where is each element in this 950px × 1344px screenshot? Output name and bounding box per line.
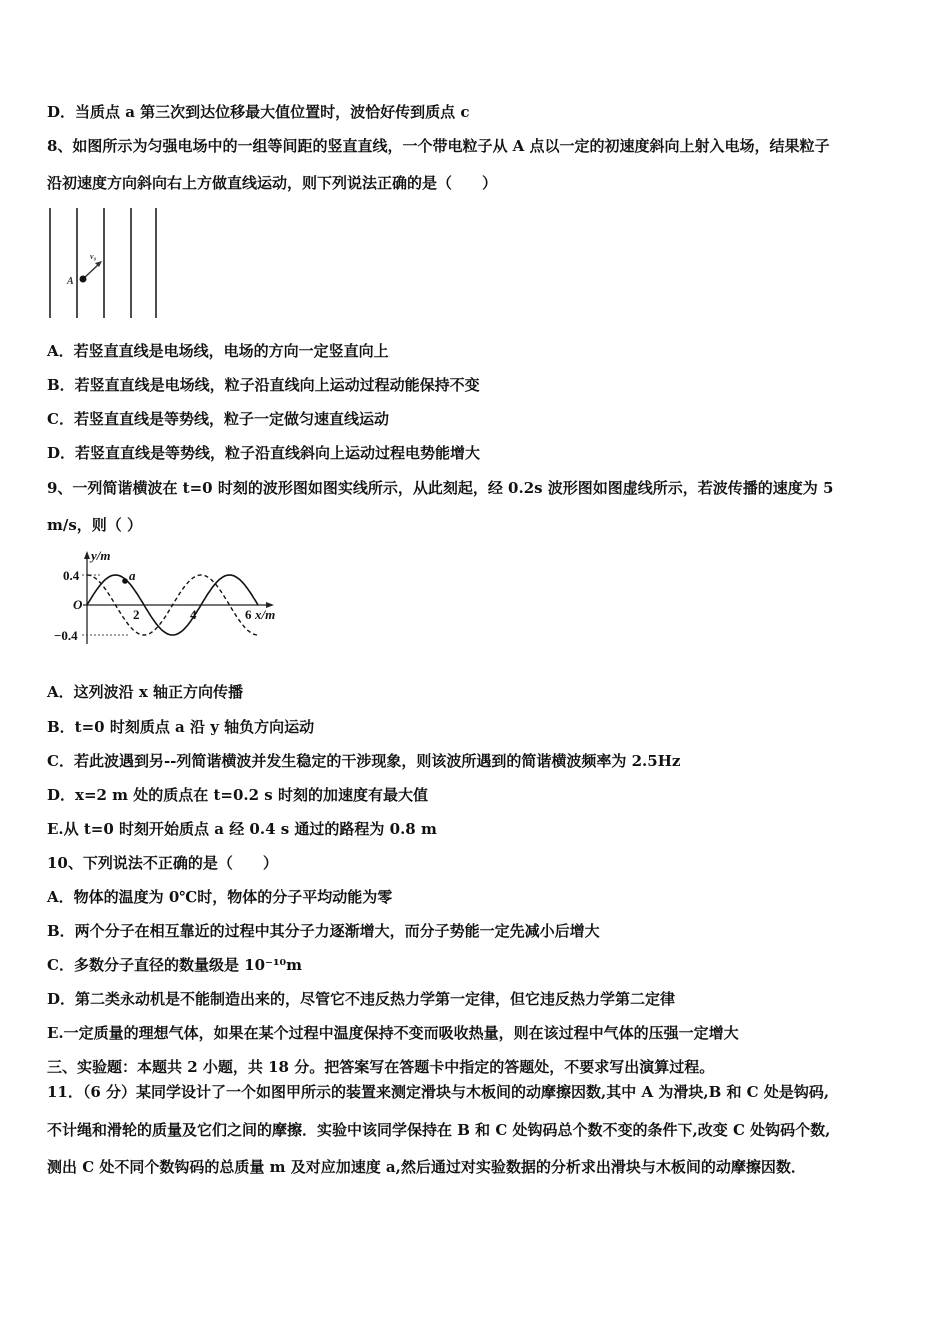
q8-stem-line1: 8、如图所示为匀强电场中的一组等间距的竖直直线，一个带电粒子从 A 点以一定的初速度斜向上射入电场，结果粒子 — [47, 137, 830, 155]
x-tick-6: 6 — [245, 607, 252, 622]
q7-option-d: D．当质点 a 第三次到达位移最大值位置时，波恰好传到质点 c — [47, 103, 470, 121]
q8-option-b: B．若竖直直线是电场线，粒子沿直线向上运动过程动能保持不变 — [47, 376, 480, 394]
y-tick-top: 0.4 — [63, 568, 80, 583]
q9-option-a: A．这列波沿 x 轴正方向传播 — [47, 683, 244, 701]
velocity-label: v₀ — [90, 252, 97, 261]
q8-option-a: A．若竖直直线是电场线，电场的方向一定竖直向上 — [47, 342, 389, 360]
q9-stem-line2: m/s，则（ ） — [47, 516, 143, 534]
y-axis-arrow — [84, 551, 90, 559]
q8-figure — [40, 205, 170, 323]
q10-option-a: A．物体的温度为 0℃时，物体的分子平均动能为零 — [47, 888, 393, 906]
q9-wave-figure — [50, 546, 290, 650]
y-tick-bottom: −0.4 — [54, 628, 78, 643]
q11-stem-line3: 测出 C 处不同个数钩码的总质量 m 及对应加速度 a,然后通过对实验数据的分析求出滑块与木板间的动摩擦因数． — [47, 1158, 806, 1176]
point-a-label: a — [129, 568, 136, 583]
q11-stem-line1: 11．（6 分）某同学设计了一个如图甲所示的装置来测定滑块与木板间的动摩擦因数,其中 A 为滑块,B 和 C 处是钩码, — [47, 1083, 830, 1101]
q9-stem-line1: 9、一列简谐横波在 t=0 时刻的波形图如图实线所示，从此刻起，经 0.2s 波形图如图虚线所示，若波传播的速度为 5 — [47, 479, 834, 497]
q10-option-d: D．第二类永动机是不能制造出来的，尽管它不违反热力学第一定律，但它违反热力学第二定律 — [47, 990, 676, 1008]
y-axis-label: y/m — [91, 548, 111, 563]
origin-label: O — [73, 597, 83, 612]
point-label-a: A — [67, 276, 74, 287]
x-tick-4: 4 — [190, 607, 197, 622]
q9-option-c: C．若此波遇到另--列简谐横波并发生稳定的干涉现象，则该波所遇到的简谐横波频率为 2.5Hz — [47, 752, 681, 770]
q10-option-e: E.一定质量的理想气体，如果在某个过程中温度保持不变而吸收热量，则在该过程中气体的压强一定增大 — [47, 1024, 739, 1042]
q9-option-d: D．x=2 m 处的质点在 t=0.2 s 时刻的加速度有最大值 — [47, 786, 428, 804]
point-a — [122, 578, 128, 584]
section-3-heading: 三、实验题：本题共 2 小题，共 18 分。把答案写在答题卡中指定的答题处，不要求写出演算过程。 — [47, 1058, 715, 1076]
q9-option-b: B．t=0 时刻质点 a 沿 y 轴负方向运动 — [47, 718, 315, 736]
q8-option-c: C．若竖直直线是等势线，粒子一定做匀速直线运动 — [47, 410, 389, 428]
q10-stem: 10、下列说法不正确的是（ ） — [47, 854, 278, 872]
x-axis-label: x/m — [255, 607, 276, 622]
q11-stem-line2: 不计绳和滑轮的质量及它们之间的摩擦．实验中该同学保持在 B 和 C 处钩码总个数不变的条件下,改变 C 处钩码个数, — [47, 1121, 831, 1139]
q8-option-d: D．若竖直直线是等势线，粒子沿直线斜向上运动过程电势能增大 — [47, 444, 481, 462]
q8-stem-line2: 沿初速度方向斜向右上方做直线运动，则下列说法正确的是（ ） — [47, 174, 498, 192]
x-tick-2: 2 — [133, 607, 140, 622]
q10-option-b: B．两个分子在相互靠近的过程中其分子力逐渐增大，而分子势能一定先减小后增大 — [47, 922, 600, 940]
particle-point — [80, 276, 87, 283]
q9-option-e: E.从 t=0 时刻开始质点 a 经 0.4 s 通过的路程为 0.8 m — [47, 820, 437, 838]
q10-option-c: C．多数分子直径的数量级是 10⁻¹⁰m — [47, 956, 302, 974]
